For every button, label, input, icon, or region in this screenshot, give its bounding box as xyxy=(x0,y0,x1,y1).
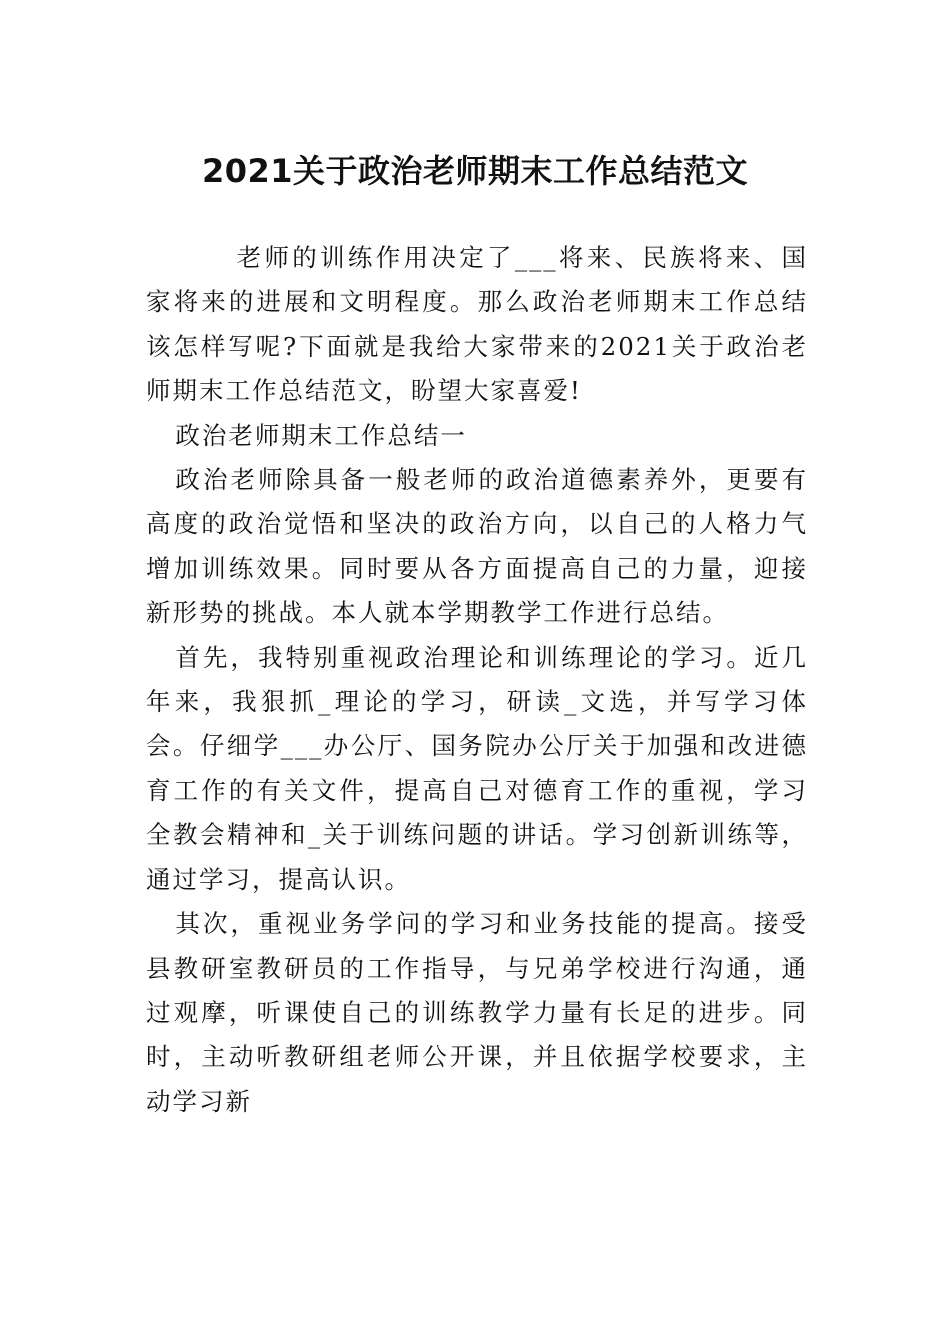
body-paragraph: 政治老师除具备一般老师的政治道德素养外，更要有高度的政治觉悟和坚决的政治方向，以自己的人格力气增加训练效果。同时要从各方面提高自己的力量，迎接新形势的挑战。本人就本学期教学工作进行总结。 xyxy=(146,465,808,628)
document-title: 2021关于政治老师期末工作总结范文 xyxy=(201,152,749,191)
intro-paragraph: 老师的训练作用决定了___将来、民族将来、国家将来的进展和文明程度。那么政治老师期末工作总结该怎样写呢?下面就是我给大家带来的2021关于政治老师期末工作总结范文，盼望大家喜爱! xyxy=(146,243,808,406)
document-body xyxy=(146,236,808,1124)
body-paragraph: 其次，重视业务学问的学习和业务技能的提高。接受县教研室教研员的工作指导，与兄弟学校进行沟通，通过观摩，听课使自己的训练教学力量有长足的进步。同时，主动听教研组老师公开课，并且依据学校要求，主动学习新 xyxy=(146,909,808,1116)
body-paragraph: 首先，我特别重视政治理论和训练理论的学习。近几年来，我狠抓_理论的学习，研读_文选，并写学习体会。仔细学___办公厅、国务院办公厅关于加强和改进德育工作的有关文件，提高自己对德育工作的重视，学习全教会精神和_关于训练问题的讲话。学习创新训练等，通过学习，提高认识。 xyxy=(146,642,808,894)
section-heading: 政治老师期末工作总结一 xyxy=(175,420,467,450)
